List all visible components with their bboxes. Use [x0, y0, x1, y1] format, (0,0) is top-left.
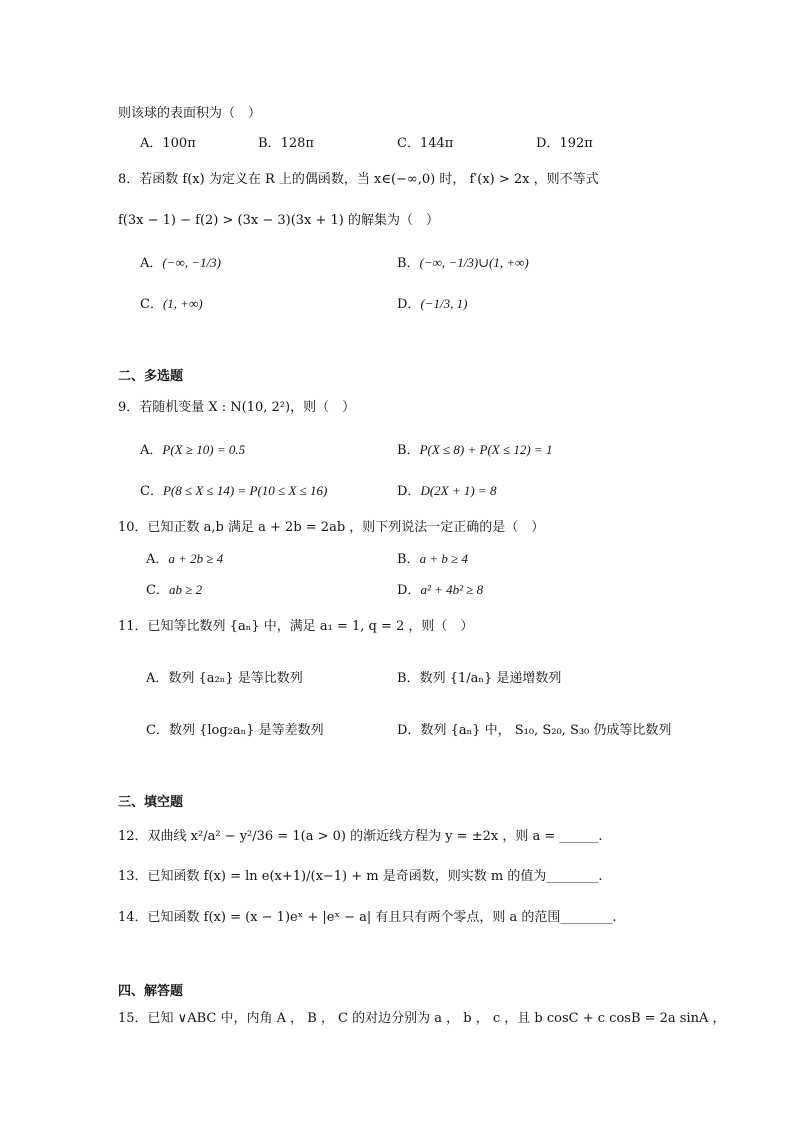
q10-option-b: B．a + b ≥ 4 — [397, 551, 468, 567]
q10-option-c: C．ab ≥ 2 — [146, 582, 203, 598]
q7-stem-tail: 则该球的表面积为（ ） — [118, 106, 262, 121]
q10-option-d: D．a² + 4b² ≥ 8 — [397, 582, 484, 598]
q7-option-a: A．100π — [140, 136, 196, 151]
q9-option-b: B．P(X ≤ 8) + P(X ≤ 12) = 1 — [397, 442, 553, 458]
q12-text: 12．双曲线 x²/a² − y²/36 = 1(a > 0) 的渐近线方程为 y = ±2x ，则 a = ______. — [118, 829, 603, 844]
section-title-fill-blank: 三、填空题 — [118, 795, 184, 810]
q11-option-a: A．数列 {a₂ₙ} 是等比数列 — [146, 671, 303, 686]
q8-option-d: D．(−1/3, 1) — [397, 296, 468, 312]
q8-stem-line2: f(3x − 1) − f(2) > (3x − 3)(3x + 1) 的解集为（ ） — [118, 213, 440, 228]
section-title-solutions: 四、解答题 — [118, 984, 184, 999]
section-title-multi-choice: 二、多选题 — [118, 369, 184, 384]
q8-option-a: A．(−∞, −1/3) — [140, 255, 221, 271]
q9-option-a: A．P(X ≥ 10) = 0.5 — [140, 442, 246, 458]
q14-text: 14．已知函数 f(x) = (x − 1)eˣ + |eˣ − a| 有且只有两个零点，则 a 的范围________. — [118, 910, 617, 925]
q8-option-c: C．(1, +∞) — [140, 296, 203, 312]
q7-option-b: B．128π — [258, 136, 314, 151]
q7-option-c: C．144π — [397, 136, 454, 151]
q13-text: 13．已知函数 f(x) = ln e(x+1)/(x−1) + m 是奇函数，则实数 m 的值为________. — [118, 869, 603, 884]
q8-option-b: B．(−∞, −1/3)∪(1, +∞) — [397, 255, 529, 271]
q7-option-d: D．192π — [536, 136, 593, 151]
q10-option-a: A．a + 2b ≥ 4 — [146, 551, 224, 567]
q11-option-b: B．数列 {1/aₙ} 是递增数列 — [397, 671, 562, 686]
q9-option-d: D．D(2X + 1) = 8 — [397, 483, 497, 499]
q9-stem: 9．若随机变量 X : N(10, 2²)，则（ ） — [118, 400, 356, 415]
q11-option-d: D．数列 {aₙ} 中， S₁₀, S₂₀, S₃₀ 仍成等比数列 — [397, 723, 672, 738]
q8-stem-line1: 8．若函数 f(x) 为定义在 R 上的偶函数，当 x∈(−∞,0) 时， f′(x) > 2x ，则不等式 — [118, 172, 599, 187]
q11-option-c: C．数列 {log₂aₙ} 是等差数列 — [146, 723, 324, 738]
q9-option-c: C．P(8 ≤ X ≤ 14) = P(10 ≤ X ≤ 16) — [140, 483, 328, 499]
q11-stem: 11．已知等比数列 {aₙ} 中，满足 a₁ = 1, q = 2 ，则（ ） — [118, 619, 474, 634]
q15-text: 15．已知 ∨ABC 中，内角 A ， B ， C 的对边分别为 a ， b ， c ，且 b cosC + c cosB = 2a sinA ， — [118, 1011, 726, 1026]
q10-stem: 10．已知正数 a,b 满足 a + 2b = 2ab ，则下列说法一定正确的是（ ） — [118, 520, 545, 535]
